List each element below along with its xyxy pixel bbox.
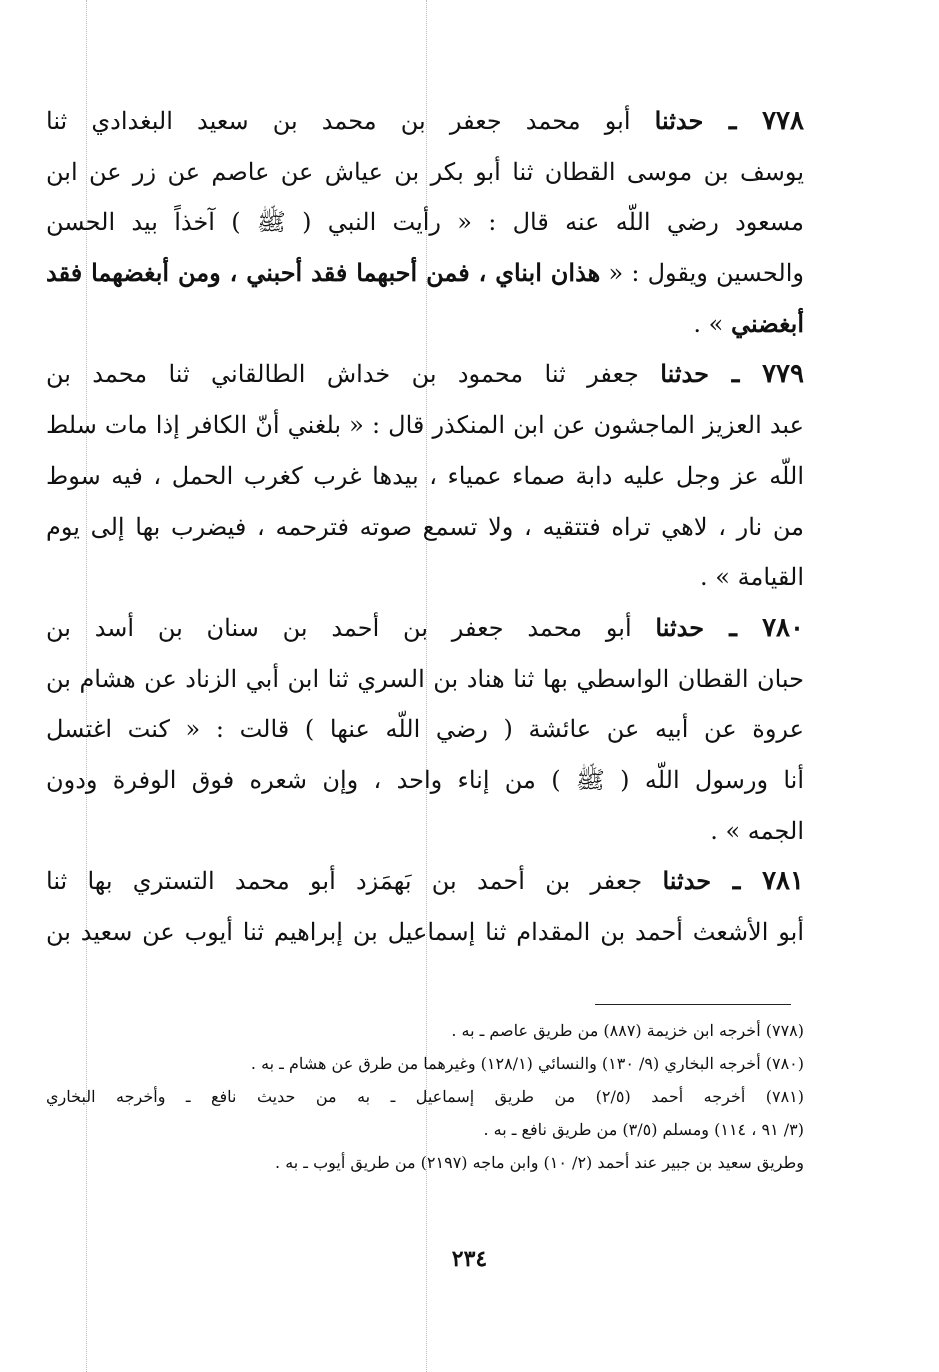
hadith-780-line-3: عروة عن أبيه عن عائشة ( رضي اللّه عنها ) قالت : « كنت اغتسل [46,715,804,744]
hadith-780-keyword: حدثنا [655,612,705,642]
hadith-781-line-2: أبو الأشعث أحمد بن المقدام ثنا إسماعيل بن إبراهيم ثنا أيوب عن سعيد بن [46,918,804,946]
hadith-781-line-1: ٧٨١ ـ حدثنا جعفر بن أحمد بن بَهمَزد أبو محمد التستري بها ثنا [46,866,804,897]
footnote-781-continued: (٣/ ٩١ ، ١١٤) ومسلم (٣/٥) من طريق نافع ـ به . [483,1120,804,1139]
hadith-779-keyword: حدثنا [660,359,709,389]
footnote-781-second-way: وطريق سعيد بن جبير عند أحمد (٢/ ١٠) وابن ماجه (٢١٩٧) من طريق أيوب ـ به . [275,1153,804,1172]
hadith-780-line-2: حبان القطان الواسطي بها ثنا هناد بن السري ثنا ابن أبي الزناد عن هشام بن [46,664,804,693]
hadith-781-number: ٧٨١ [762,866,804,897]
footnote-780: (٧٨٠) أخرجه البخاري (٩/ ١٣٠) والنسائي (١٢٨/١) وغيرهما من طرق عن هشام ـ به . [250,1054,804,1073]
hadith-779-line-1: ٧٧٩ ـ حدثنا جعفر ثنا محمود بن خداش الطالقاني ثنا محمد بن [46,359,804,390]
hadith-778-keyword: حدثنا [654,106,704,135]
footnote-781: (٧٨١) أخرجه أحمد (٢/٥) من طريق إسماعيل ـ به من حديث نافع ـ وأخرجه البخاري [46,1087,804,1106]
hadith-778-line-4: والحسين ويقول : « هذان ابناي ، فمن أحبهما فقد أحبني ، ومن أبغضهما فقد [46,258,804,288]
hadith-779-line-4: من نار ، لاهي تراه فتتقيه ، ولا تسمع صوته فترحمه ، فيضرب بها إلى يوم [46,512,804,541]
main-text [46,96,804,958]
hadith-778-line-5: أبغضني » . [693,308,804,338]
hadith-779-line-3: اللّه عز وجل عليه دابة صماء عمياء ، بيدها غرب كغرب الحمل ، فيه سوط [46,461,804,490]
hadith-781-keyword: حدثنا [662,866,712,896]
hadith-779-number: ٧٧٩ [762,359,804,390]
hadith-778-line-1: ٧٧٨ ـ حدثنا أبو محمد جعفر بن محمد بن سعيد البغدادي ثنا [46,106,804,136]
footnotes [46,1014,804,1179]
hadith-778-line-3: مسعود رضي اللّه عنه قال : « رأيت النبي ( ﷺ ) آخذاً بيد الحسن [46,208,804,237]
hadith-780-line-1: ٧٨٠ ـ حدثنا أبو محمد جعفر بن أحمد بن سنان بن أسد بن [46,612,804,643]
hadith-779-line-5: القيامة » . [700,563,804,592]
footnote-separator [595,1004,791,1005]
hadith-778-number: ٧٧٨ [762,106,804,136]
hadith-780-line-4: أنا ورسول اللّه ( ﷺ ) من إناء واحد ، وإن شعره فوق الوفرة ودون [46,765,804,794]
hadith-779-line-2: عبد العزيز الماجشون عن ابن المنكذر قال : « بلغني أنّ الكافر إذا مات سلط [46,411,804,440]
hadith-780-number: ٧٨٠ [762,612,804,643]
hadith-778-matn: هذان ابناي ، فمن أحبهما فقد أحبني ، ومن أبغضهما فقد [46,258,601,288]
page-number: ٢٣٤ [451,1246,488,1272]
hadith-778-line-2: يوسف بن موسى القطان ثنا أبو بكر بن عياش عن عاصم عن زر عن ابن [46,157,804,186]
hadith-780-line-5: الجمه » . [710,816,804,845]
footnote-778: (٧٧٨) أخرجه ابن خزيمة (٨٨٧) من طريق عاصم ـ به . [451,1021,804,1040]
